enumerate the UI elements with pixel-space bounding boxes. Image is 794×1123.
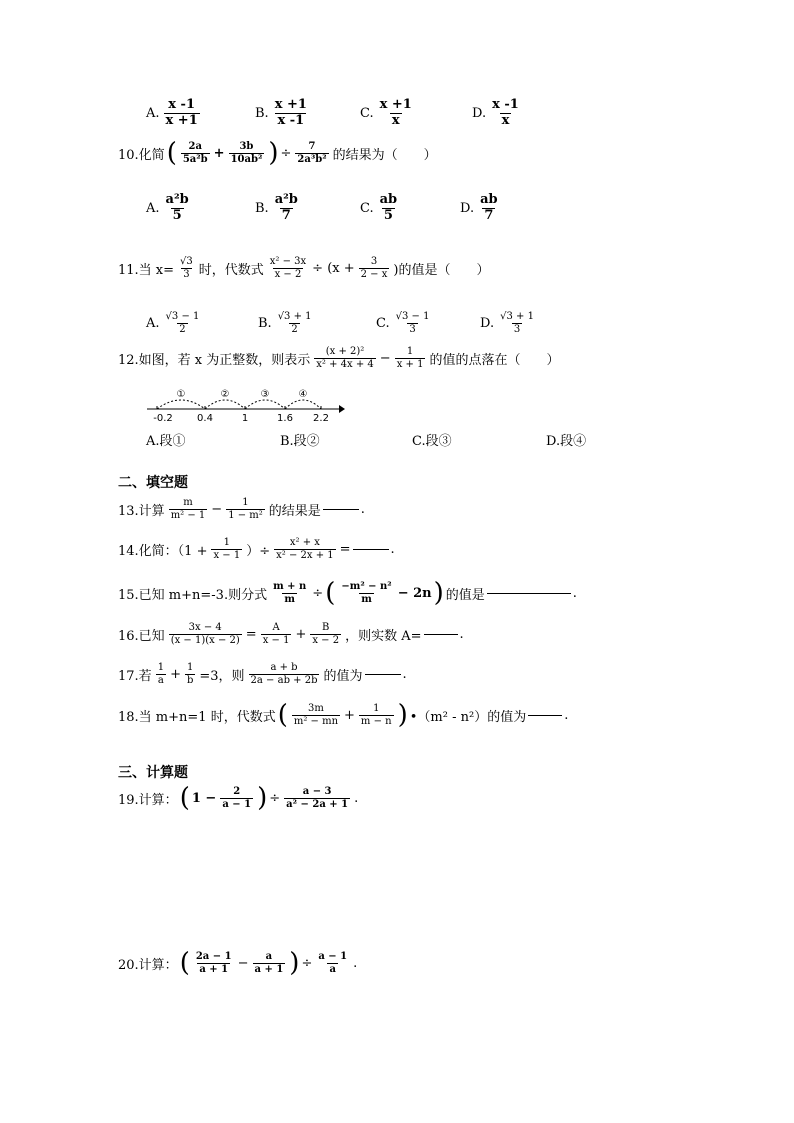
question-19: 19.计算： ( 1 − $\frac{2}{a - 1}$ ) ÷ $\frac{a - 3}{\text{a² − 2a + 1}}$ . [118,783,359,813]
answer-blank[interactable] [528,715,562,716]
answer-blank[interactable] [353,549,389,550]
segment-label-3: ③ [260,389,270,400]
segment-arc-3 [245,400,285,409]
answer-blank[interactable] [365,674,401,675]
question-14: 14.化简：（1 + $\frac{1}{x - 1}$ ）÷ $\frac{\text{x² + x}}{\text{x² − 2x + 1}}$ = . [118,537,395,561]
tick-label-3: 1 [241,413,249,424]
answer-blank[interactable] [487,593,571,594]
tick-label-5: 2.2 [313,413,329,424]
q9-option-a: A. $\frac{x -1}{x +1}$ [146,97,198,128]
tick-label-4: 1.6 [277,413,293,424]
q10-option-c: C. $\frac{ab}{5}$ [360,192,398,223]
question-13: 13.计算 $\frac{m}{\text{m² − 1}}$ − $\frac{1}{\text{1 − m²}}$ 的结果是 . [118,497,365,521]
segment-label-4: ④ [298,389,308,400]
question-18: 18.当 m+n=1 时，代数式 ( $\frac{3m}{\text{m² − mn}}$ + $\frac{1}{m - n}$ ) •（m² - n²）的值为 . [118,700,569,730]
question-12: 12.如图，若 x 为正整数，则表示 $\frac{\text{(x + 2)²}}{\text{x² + 4x + 4}}$ − $\frac{1}{x + 1}$ 的值的点落在（ ） [118,346,560,370]
q9-option-c: C. $\frac{x +1}{x}$ [360,97,412,128]
q10-option-b: B. $\frac{\text{a²b}}{7}$ [255,192,298,223]
q10-option-d: D. $\frac{ab}{7}$ [460,192,498,223]
number-line-arrow [339,405,345,413]
segment-arc-4 [285,400,321,409]
q12-option-a: A.段① [146,434,186,449]
q11-option-a: A. $\frac{√3 - 1}{2}$ [146,311,200,335]
q11-option-b: B. $\frac{√3 + 1}{2}$ [258,311,312,335]
q12-option-b: B.段② [280,434,320,449]
section-calc-title: 三、计算题 [118,765,188,781]
q10-option-a: A. $\frac{\text{a²b}}{5}$ [146,192,189,223]
question-10: 10.化简 ( $\frac{2a}{\text{5a²b}}$ + $\frac{3b}{\text{10ab²}}$ ) ÷ $\frac{7}{\text{2a³b²}}$ 的结果为（ ） [118,138,437,168]
number-line-figure [145,385,345,427]
section-fill-in-title: 二、填空题 [118,475,188,491]
question-15: 15.已知 m+n=-3.则分式 $\frac{m + n}{m}$ ÷ ( $\frac{\text{−m² − n²}}{m}$ − 2n ) 的值是 . [118,578,577,608]
q12-option-d: D.段④ [546,434,587,449]
segment-label-1: ① [176,389,186,400]
segment-label-2: ② [220,389,230,400]
q9-option-b: B. $\frac{x +1}{x -1}$ [255,97,307,128]
answer-blank[interactable] [424,634,458,635]
question-16: 16.已知 $\frac{3x - 4}{(x - 1)(x - 2)}$ = $\frac{A}{x - 1}$ + $\frac{B}{x - 2}$ ，则实数 A= . [118,622,464,646]
q12-option-c: C.段③ [412,434,452,449]
tick-label-1: -0.2 [153,413,173,424]
answer-blank[interactable] [323,509,359,510]
segment-arc-2 [205,400,245,409]
q9-option-d: D. $\frac{x -1}{x}$ [472,97,519,128]
tick-label-2: 0.4 [197,413,213,424]
question-20: 20.计算： ( $\frac{2a - 1}{a + 1}$ − $\frac{a}{a + 1}$ ) ÷ $\frac{a - 1}{a}$ . [118,948,358,978]
q11-option-d: D. $\frac{√3 + 1}{3}$ [480,311,534,335]
q11-option-c: C. $\frac{√3 - 1}{3}$ [376,311,430,335]
question-11: 11.当 x= $\frac{√3}{3}$ 时，代数式 $\frac{\text{x² − 3x}}{x - 2}$ ÷ (x + $\frac{3}{2 - x}$ )的值是（ ） [118,256,490,280]
question-17: 17.若 $\frac{1}{a}$ + $\frac{1}{b}$ =3，则 $\frac{a + b}{2a - ab + 2b}$ 的值为 . [118,662,407,686]
segment-arc-1 [157,400,205,409]
